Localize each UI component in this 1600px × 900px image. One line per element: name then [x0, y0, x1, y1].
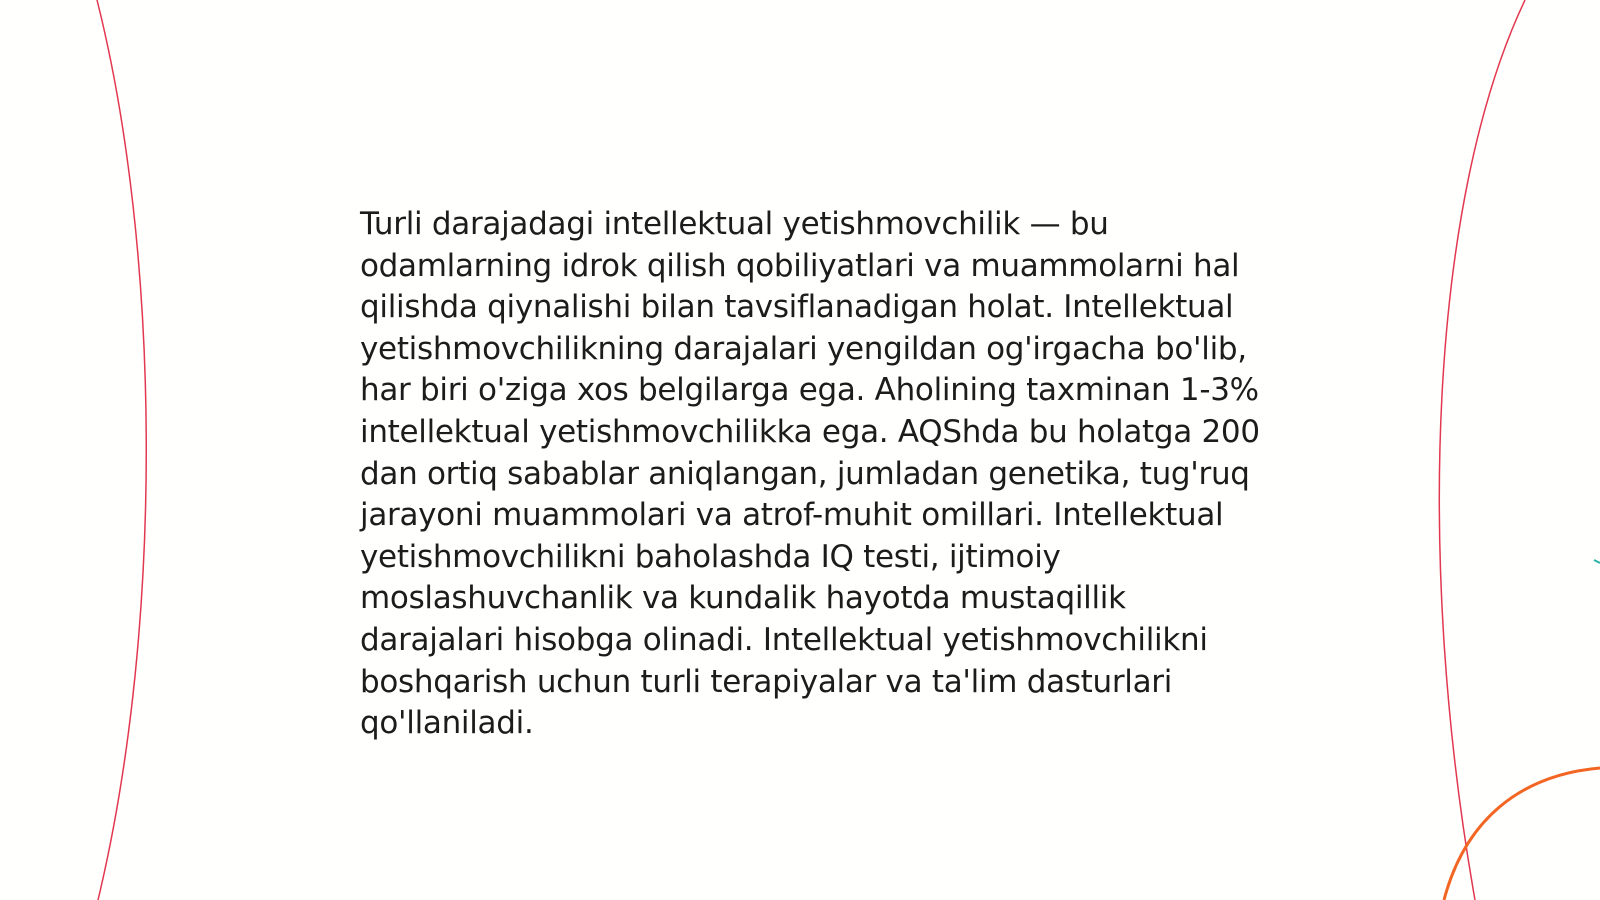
teal-accent-decoration — [1594, 560, 1600, 563]
orange-arc-decoration — [1444, 768, 1600, 900]
slide-body-paragraph: Turli darajadagi intellektual yetishmovchilik — bu odamlarning idrok qilish qobiliyatlari va muammolarni hal qilishda qiynalishi bilan tavsiflanadigan holat. Intellektual yetishmovchilikning darajalari yengildan og'irgacha bo'lib, har biri o'ziga xos belgilarga ega. Aholining taxminan 1-3% intellektual yetishmovchilikka ega. AQShda bu holatga 200 dan ortiq sabablar aniqlangan, jumladan genetika, tug'ruq jarayoni muammolari va atrof-muhit omillari. Intellektual yetishmovchilikni baholashda IQ testi, ijtimoiy moslashuvchanlik va kundalik hayotda mustaqillik darajalari hisobga olinadi. Intellektual yetishmovchilikni boshqarish uchun turli terapiyalar va ta'lim dasturlari qo'llaniladi. — [360, 206, 1260, 742]
left-curve-decoration — [97, 0, 146, 900]
right-curve-decoration — [1439, 0, 1525, 900]
